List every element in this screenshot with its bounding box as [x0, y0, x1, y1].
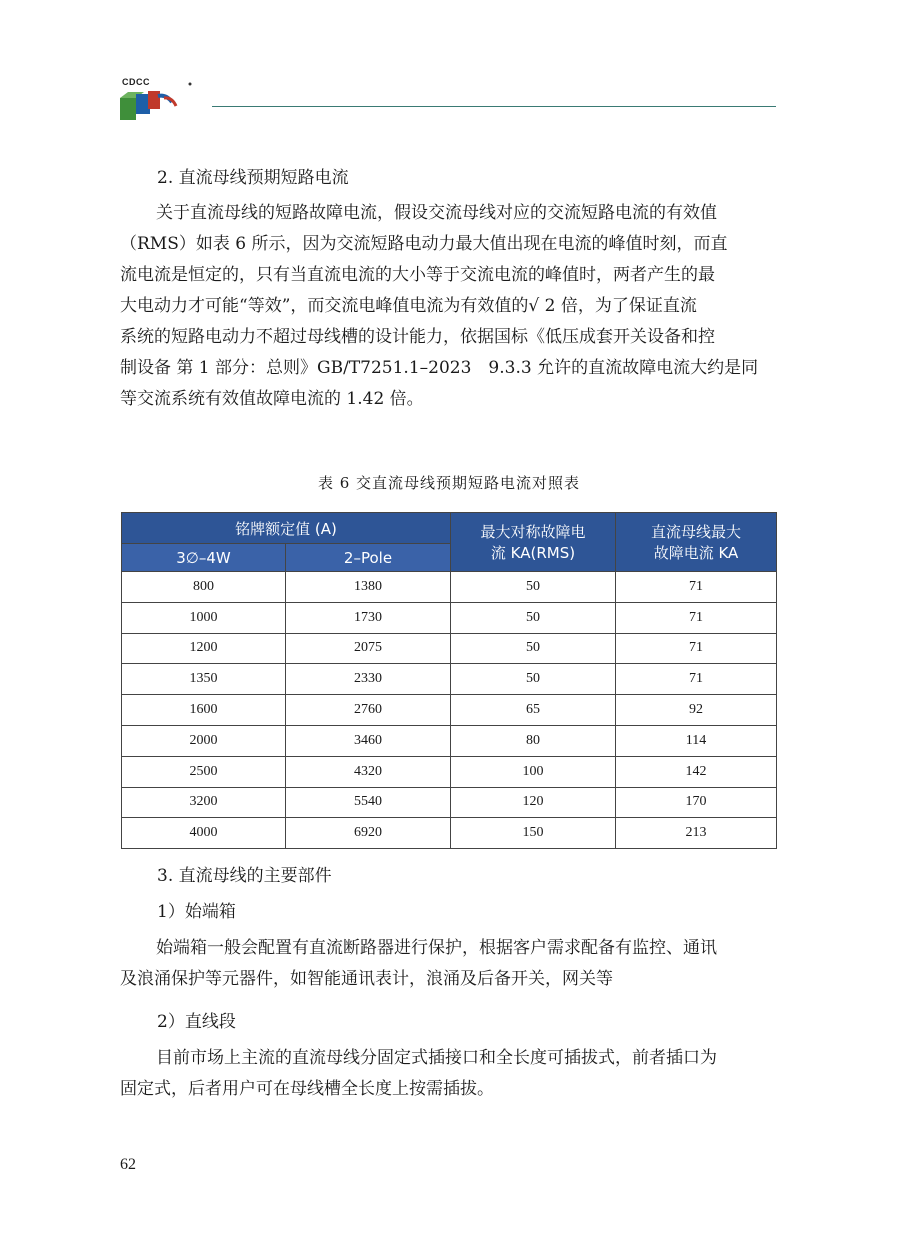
table-cell: 1600: [122, 695, 286, 726]
table-cell: 71: [616, 664, 777, 695]
table-cell: 3200: [122, 787, 286, 818]
table-cell: 6920: [286, 818, 451, 849]
header-ac-fault-line2: 流 KA(RMS): [490, 544, 576, 562]
table-cell: 1730: [286, 602, 451, 633]
table-cell: 142: [616, 756, 777, 787]
table-row: [122, 572, 777, 603]
table-cell: 100: [451, 756, 616, 787]
table-row: [122, 602, 777, 633]
paragraph-line: 流电流是恒定的，只有当直流电流的大小等于交流电流的峰值时，两者产生的最: [120, 265, 715, 285]
table-cell: 114: [616, 725, 777, 756]
table-row: [122, 664, 777, 695]
header-ac-fault-line1: 最大对称故障电: [480, 523, 586, 541]
table-cell: 120: [451, 787, 616, 818]
data-table: [121, 512, 777, 849]
header-dc-fault: [616, 513, 777, 572]
table-cell: 1000: [122, 602, 286, 633]
header-3phase: 3∅–4W: [122, 544, 286, 572]
paragraph-line: 固定式，后者用户可在母线槽全长度上按需插拔。: [120, 1079, 494, 1099]
table-cell: 65: [451, 695, 616, 726]
paragraph-line: 等交流系统有效值故障电流的 1.42 倍。: [120, 389, 424, 409]
table-row: [122, 695, 777, 726]
table-cell: 3460: [286, 725, 451, 756]
table-cell: 2000: [122, 725, 286, 756]
table-cell: 1200: [122, 633, 286, 664]
paragraph-line: 系统的短路电动力不超过母线槽的设计能力，依据国标《低压成套开关设备和控: [120, 327, 715, 347]
table-cell: 1380: [286, 572, 451, 603]
header-dc-fault-line2: 故障电流 KA: [653, 544, 739, 562]
table-row: [122, 787, 777, 818]
table-cell: 170: [616, 787, 777, 818]
header-group-rated: 铭牌额定值 (A): [122, 513, 451, 544]
table-cell: 800: [122, 572, 286, 603]
page-number: 62: [120, 1156, 136, 1173]
table-row: [122, 756, 777, 787]
table-cell: 50: [451, 633, 616, 664]
table-cell: 71: [616, 633, 777, 664]
paragraph-line: 及浪涌保护等元器件，如智能通讯表计，浪涌及后备开关，网关等: [120, 969, 613, 989]
table-cell: 2075: [286, 633, 451, 664]
table-cell: 2500: [122, 756, 286, 787]
header-rule: [212, 106, 776, 107]
paragraph-line: 目前市场上主流的直流母线分固定式插接口和全长度可插拔式，前者插口为: [156, 1048, 717, 1068]
table-cell: 80: [451, 725, 616, 756]
table-cell: 1350: [122, 664, 286, 695]
table-cell: 150: [451, 818, 616, 849]
table-row: [122, 633, 777, 664]
paragraph-line: 关于直流母线的短路故障电流，假设交流母线对应的交流短路电流的有效值: [156, 203, 717, 223]
table-cell: 4320: [286, 756, 451, 787]
header-ac-fault: [451, 513, 616, 572]
table-cell: 92: [616, 695, 777, 726]
paragraph-line: 制设备 第 1 部分：总则》GB/T7251.1–2023 9.3.3 允许的直流故障电流大约是同: [120, 358, 759, 378]
table-cell: 2330: [286, 664, 451, 695]
paragraph-line: 大电动力才可能“等效”，而交流电峰值电流为有效值的√ 2 倍，为了保证直流: [120, 296, 697, 316]
table-cell: 213: [616, 818, 777, 849]
paragraph-line: 始端箱一般会配置有直流断路器进行保护，根据客户需求配备有监控、通讯: [156, 938, 717, 958]
paragraph-line: （RMS）如表 6 所示，因为交流短路电动力最大值出现在电流的峰值时刻，而直: [120, 234, 728, 254]
logo-text: CDCC: [122, 77, 150, 87]
subheading-start-box: 1）始端箱: [157, 902, 236, 922]
section-2-paragraph: [120, 198, 780, 415]
table-caption: 表 6 交直流母线预期短路电流对照表: [317, 474, 581, 492]
table-cell: 50: [451, 602, 616, 633]
subheading-straight-section: 2）直线段: [157, 1012, 236, 1032]
table-cell: 2760: [286, 695, 451, 726]
straight-section-paragraph: [120, 1043, 780, 1105]
section-heading-3: 3. 直流母线的主要部件: [157, 866, 332, 886]
table-cell: 71: [616, 572, 777, 603]
table-row: [122, 725, 777, 756]
table-cell: 50: [451, 664, 616, 695]
table-cell: 71: [616, 602, 777, 633]
section-heading-2: 2. 直流母线预期短路电流: [157, 168, 349, 188]
header-dc-fault-line1: 直流母线最大: [650, 523, 741, 541]
table-cell: 4000: [122, 818, 286, 849]
table-cell: 50: [451, 572, 616, 603]
table-cell: 5540: [286, 787, 451, 818]
table-row: [122, 818, 777, 849]
header-2pole: 2–Pole: [286, 544, 451, 572]
start-box-paragraph: [120, 933, 780, 995]
